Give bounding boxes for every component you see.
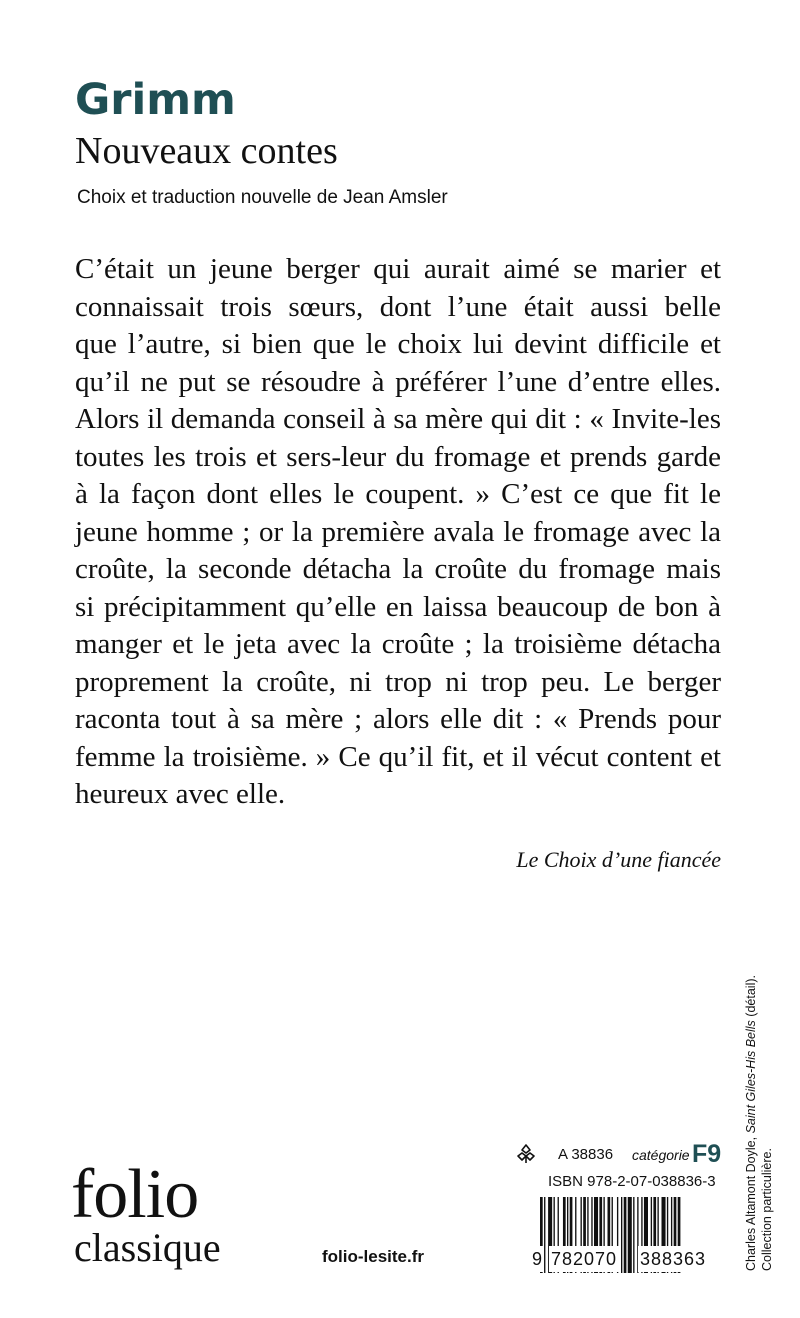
- excerpt-line: proprement la croûte, ni trop ni trop peu. Le berger: [75, 665, 721, 698]
- barcode-digits: [531, 1246, 727, 1274]
- catalog-code: A 38836: [558, 1146, 614, 1163]
- barcode-digit-group-left: 782070: [549, 1246, 619, 1272]
- excerpt-text: [75, 251, 721, 814]
- excerpt-line: croûte, la seconde détacha la croûte du fromage mais: [75, 553, 721, 585]
- excerpt-line: connaissait trois sœurs, dont l’une était aussi belle: [75, 290, 721, 323]
- excerpt-line: manger et le jeta avec la croûte ; la troisième détacha: [75, 628, 721, 660]
- cover-image-credit: [743, 963, 783, 1271]
- barcode-digit-group-right: 388363: [638, 1246, 708, 1272]
- credit-line-artwork: [743, 963, 759, 1271]
- excerpt-line: raconta tout à sa mère ; alors elle dit : « Prends pour: [75, 703, 721, 735]
- logo-classique: classique: [74, 1225, 221, 1270]
- publisher-website: folio-lesite.fr: [322, 1247, 425, 1266]
- excerpt-line: à la façon dont elles le coupent. » C’est ce que fit le: [75, 478, 721, 510]
- excerpt-line: que l’autre, si bien que le choix lui devint difficile et: [75, 328, 721, 360]
- excerpt-source: Le Choix d’une fiancée: [516, 847, 721, 872]
- credit-work: Saint Giles-His Bells: [744, 1020, 758, 1134]
- logo-folio: folio: [71, 1156, 199, 1233]
- credit-artist: Charles Altamont Doyle,: [744, 1136, 758, 1271]
- book-title: Nouveaux contes: [75, 130, 338, 172]
- isbn-number: ISBN 978-2-07-038836-3: [548, 1173, 716, 1190]
- credit-collection: Collection particulière.: [760, 1148, 774, 1271]
- barcode-lead-digit: 9: [531, 1246, 543, 1272]
- category-label: catégorie: [632, 1147, 690, 1163]
- excerpt-line: C’était un jeune berger qui aurait aimé se marier et: [75, 253, 721, 285]
- excerpt-line: jeune homme ; or la première avala le fromage avec la: [75, 515, 721, 548]
- excerpt-line: heureux avec elle.: [75, 778, 286, 810]
- excerpt-line: qu’il ne put se résoudre à préférer l’une d’entre elles.: [75, 365, 721, 398]
- excerpt-line: toutes les trois et sers-leur du fromage et prends garde: [75, 440, 721, 473]
- translation-credit: Choix et traduction nouvelle de Jean Amsler: [77, 187, 448, 208]
- author-name: Grimm: [75, 75, 236, 125]
- excerpt-line: Alors il demanda conseil à sa mère qui dit : « Invite-les: [75, 403, 721, 435]
- folio-emblem-icon: [514, 1142, 538, 1166]
- folio-classique-logo: [71, 1156, 221, 1270]
- excerpt-line: si précipitamment qu’elle en laissa beaucoup de bon à: [75, 590, 721, 623]
- category-value: F9: [692, 1140, 722, 1168]
- cover-image-credit-text: [743, 963, 775, 1271]
- credit-detail: (détail).: [744, 975, 758, 1017]
- excerpt-line: femme la troisième. » Ce qu’il fit, et il vécut content et: [75, 740, 721, 773]
- catalog-row: [514, 1140, 724, 1170]
